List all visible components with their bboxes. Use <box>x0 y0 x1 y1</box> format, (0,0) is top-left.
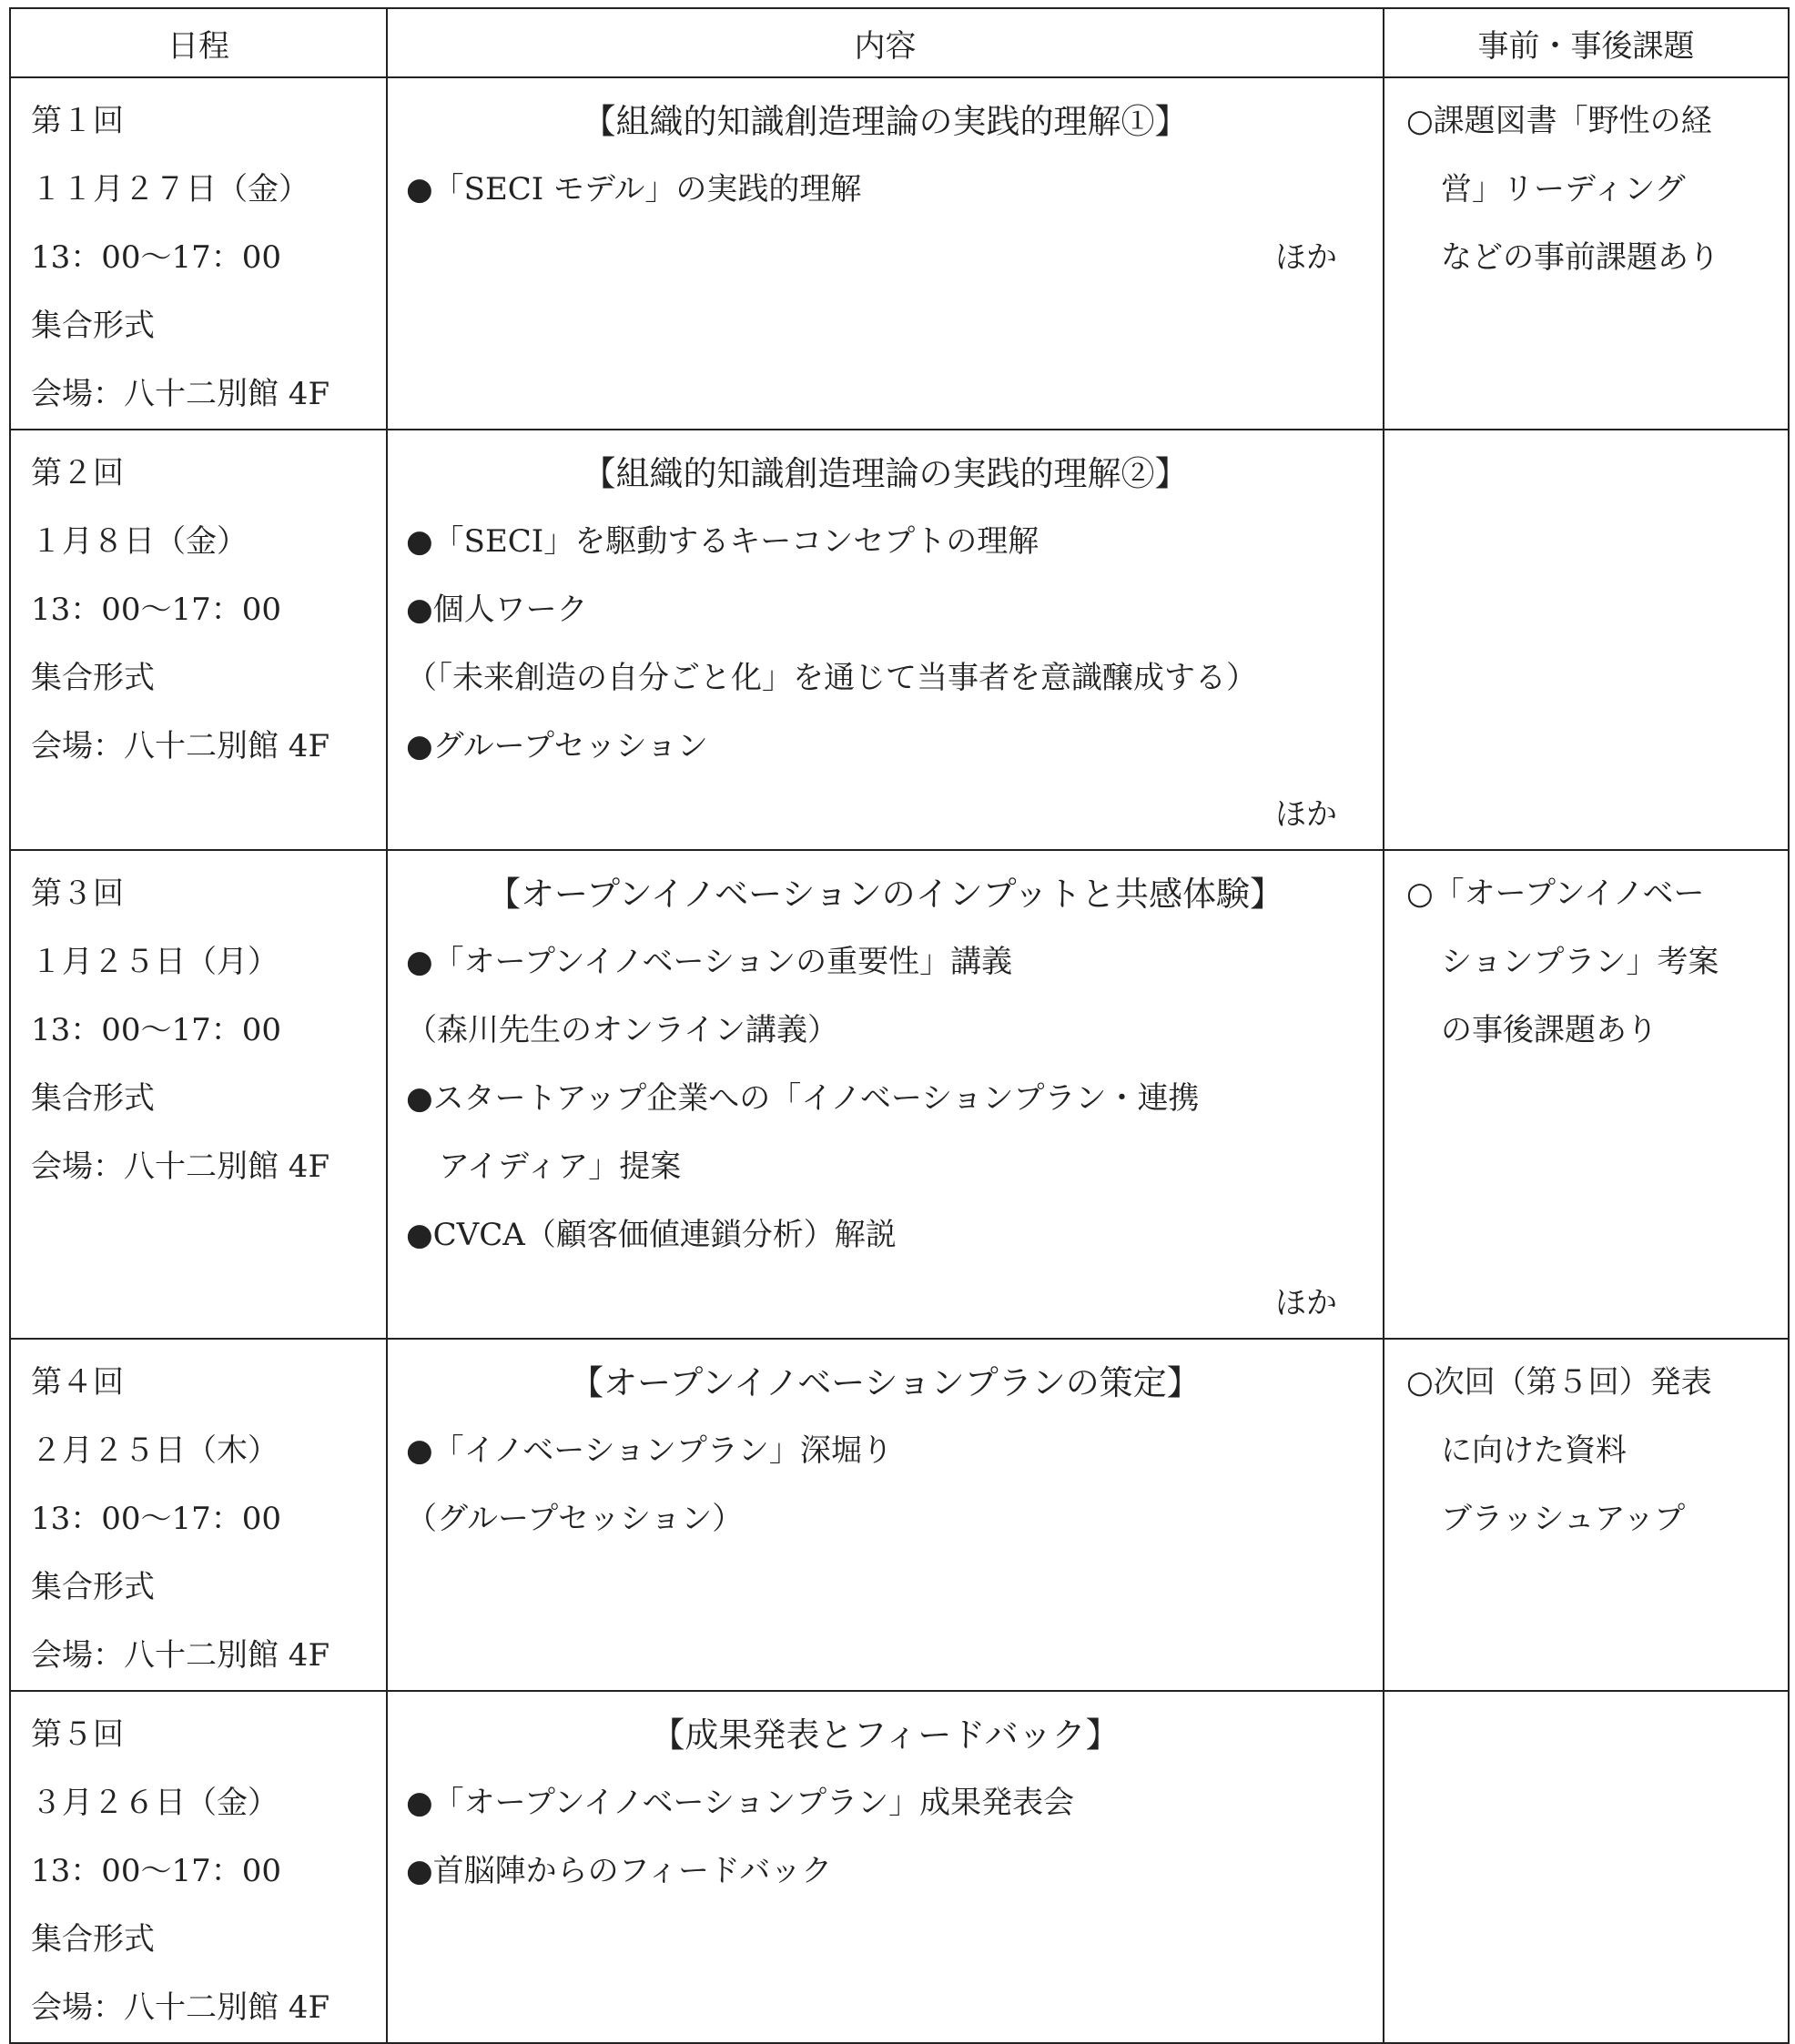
session-task-cell <box>1384 77 1789 430</box>
content-item: ●個人ワーク <box>406 592 588 628</box>
task-line: の事後課題あり <box>1441 1012 1658 1048</box>
date-line: 13：00～17：00 <box>31 1012 282 1048</box>
etc-note: ほか <box>1275 796 1337 833</box>
session-title: 【オープンイノベーションのインプットと共感体験】 <box>486 875 1284 914</box>
date-line: 第１回 <box>31 103 124 139</box>
session-date-cell <box>10 1691 387 2043</box>
content-item: アイディア」提案 <box>439 1148 682 1185</box>
session-date-cell <box>10 77 387 430</box>
date-line: 13：00～17：00 <box>31 592 282 628</box>
task-line: などの事前課題あり <box>1441 239 1719 276</box>
header-date: 日程 <box>10 8 387 77</box>
session-row <box>10 430 1789 850</box>
session-content-cell <box>387 850 1384 1339</box>
session-title: 【成果発表とフィードバック】 <box>651 1715 1120 1755</box>
task-line: 営」リーディング <box>1441 171 1686 207</box>
date-line: 第３回 <box>31 875 124 912</box>
date-line: 会場：八十二別館 4F <box>31 1989 330 2026</box>
session-task-cell <box>1384 850 1789 1339</box>
date-line: １月２５日（月） <box>31 944 279 980</box>
date-line: 会場：八十二別館 4F <box>31 1637 330 1674</box>
session-row <box>10 77 1789 430</box>
date-line: 集合形式 <box>31 1921 155 1958</box>
content-item: ●「オープンイノベーションの重要性」講義 <box>406 944 1013 980</box>
session-task-cell <box>1384 430 1789 850</box>
header-row <box>10 8 1789 77</box>
content-item: ●「SECI モデル」の実践的理解 <box>406 171 862 207</box>
date-line: 第２回 <box>31 455 124 491</box>
session-title: 【組織的知識創造理論の実践的理解①】 <box>582 102 1189 141</box>
date-line: 13：00～17：00 <box>31 1501 282 1537</box>
task-line: ションプラン」考案 <box>1441 944 1719 980</box>
etc-note: ほか <box>1275 239 1337 276</box>
session-row <box>10 850 1789 1339</box>
task-line: ○課題図書「野性の経 <box>1406 103 1712 139</box>
date-line: ２月２５日（木） <box>31 1432 279 1469</box>
header-task: 事前・事後課題 <box>1384 8 1789 77</box>
content-item: ●「SECI」を駆動するキーコンセプトの理解 <box>406 523 1039 560</box>
session-title: 【組織的知識創造理論の実践的理解②】 <box>582 454 1189 493</box>
task-line: に向けた資料 <box>1441 1432 1627 1469</box>
date-line: 会場：八十二別館 4F <box>31 728 330 764</box>
date-line: 13：00～17：00 <box>31 1853 282 1889</box>
content-item: （森川先生のオンライン講義） <box>406 1012 838 1048</box>
date-line: 会場：八十二別館 4F <box>31 376 330 412</box>
session-date-cell <box>10 430 387 850</box>
task-line: ○「オープンイノベー <box>1406 875 1705 912</box>
session-content-cell <box>387 1339 1384 1691</box>
etc-note: ほか <box>1275 1285 1337 1321</box>
date-line: 会場：八十二別館 4F <box>31 1148 330 1185</box>
date-line: 集合形式 <box>31 308 155 344</box>
date-line: 集合形式 <box>31 660 155 696</box>
session-row <box>10 1691 1789 2043</box>
session-title: 【オープンイノベーションプランの策定】 <box>570 1363 1201 1402</box>
header-content: 内容 <box>387 8 1384 77</box>
session-date-cell <box>10 1339 387 1691</box>
session-content-cell <box>387 77 1384 430</box>
content-item: （「未来創造の自分ごと化」を通じて当事者を意識醸成する） <box>406 660 1257 696</box>
content-item: ●グループセッション <box>406 728 708 764</box>
date-line: 第５回 <box>31 1716 124 1753</box>
content-item: ●「イノベーションプラン」深堀り <box>406 1432 893 1469</box>
session-row <box>10 1339 1789 1691</box>
content-item: ●「オープンイノベーションプラン」成果発表会 <box>406 1785 1075 1821</box>
session-date-cell <box>10 850 387 1339</box>
content-item: （グループセッション） <box>406 1501 744 1537</box>
date-line: 集合形式 <box>31 1080 155 1117</box>
date-line: 集合形式 <box>31 1569 155 1605</box>
date-line: 第４回 <box>31 1364 124 1401</box>
content-item: ●CVCA（顧客価値連鎖分析）解説 <box>406 1217 897 1253</box>
date-line: １月８日（金） <box>31 523 248 560</box>
date-line: １１月２７日（金） <box>31 171 309 207</box>
date-line: 13：00～17：00 <box>31 239 282 276</box>
content-item: ●首脳陣からのフィードバック <box>406 1853 833 1889</box>
task-line: ブラッシュアップ <box>1441 1501 1686 1537</box>
content-item: ●スタートアップ企業への「イノベーションプラン・連携 <box>406 1080 1200 1117</box>
session-content-cell <box>387 1691 1384 2043</box>
schedule-table <box>9 7 1790 2044</box>
session-content-cell <box>387 430 1384 850</box>
task-line: ○次回（第５回）発表 <box>1406 1364 1712 1401</box>
date-line: ３月２６日（金） <box>31 1785 279 1821</box>
session-task-cell <box>1384 1691 1789 2043</box>
session-task-cell <box>1384 1339 1789 1691</box>
